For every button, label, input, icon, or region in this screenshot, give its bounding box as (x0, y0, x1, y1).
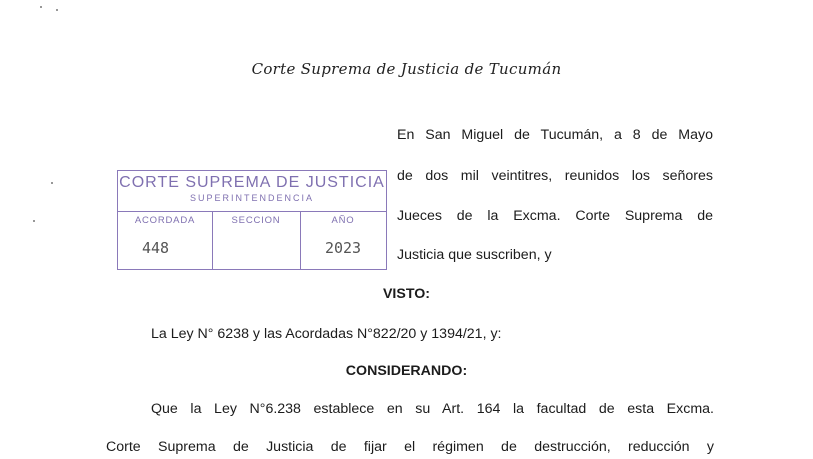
scan-speck (51, 182, 53, 184)
scan-speck (40, 6, 42, 8)
scan-speck (56, 9, 58, 11)
stamp-col-value: 2023 (324, 239, 362, 257)
stamp-col-value: 448 (142, 239, 170, 257)
stamp-col-acordada (118, 211, 213, 269)
scan-speck (33, 220, 35, 222)
considerando-line: Corte Suprema de Justicia de fijar el régimen de destrucción, reducción y (106, 439, 714, 455)
court-header: Corte Suprema de Justicia de Tucumán (251, 60, 562, 78)
acordada-stamp (117, 170, 387, 270)
stamp-col-anio (300, 211, 386, 269)
intro-line: En San Miguel de Tucumán, a 8 de Mayo (397, 127, 713, 143)
stamp-header (118, 171, 386, 212)
visto-heading: VISTO: (382, 286, 431, 302)
stamp-col-label: ACORDADA (134, 215, 196, 226)
intro-line: Jueces de la Excma. Corte Suprema de (397, 208, 713, 224)
intro-line: Justicia que suscriben, y (397, 247, 552, 263)
stamp-subtitle: SUPERINTENDENCIA (189, 193, 314, 203)
stamp-title: CORTE SUPREMA DE JUSTICIA (119, 174, 385, 191)
considerando-heading: CONSIDERANDO: (345, 363, 468, 379)
intro-line: de dos mil veintitres, reunidos los señores (397, 168, 713, 184)
stamp-col-label: AÑO (331, 215, 355, 226)
stamp-col-seccion (212, 211, 301, 269)
visto-text: La Ley N° 6238 y las Acordadas N°822/20 y 1394/21, y: (151, 326, 502, 342)
stamp-col-label: SECCION (231, 215, 281, 226)
considerando-line: Que la Ley N°6.238 establece en su Art. 164 la facultad de esta Excma. (151, 401, 714, 417)
